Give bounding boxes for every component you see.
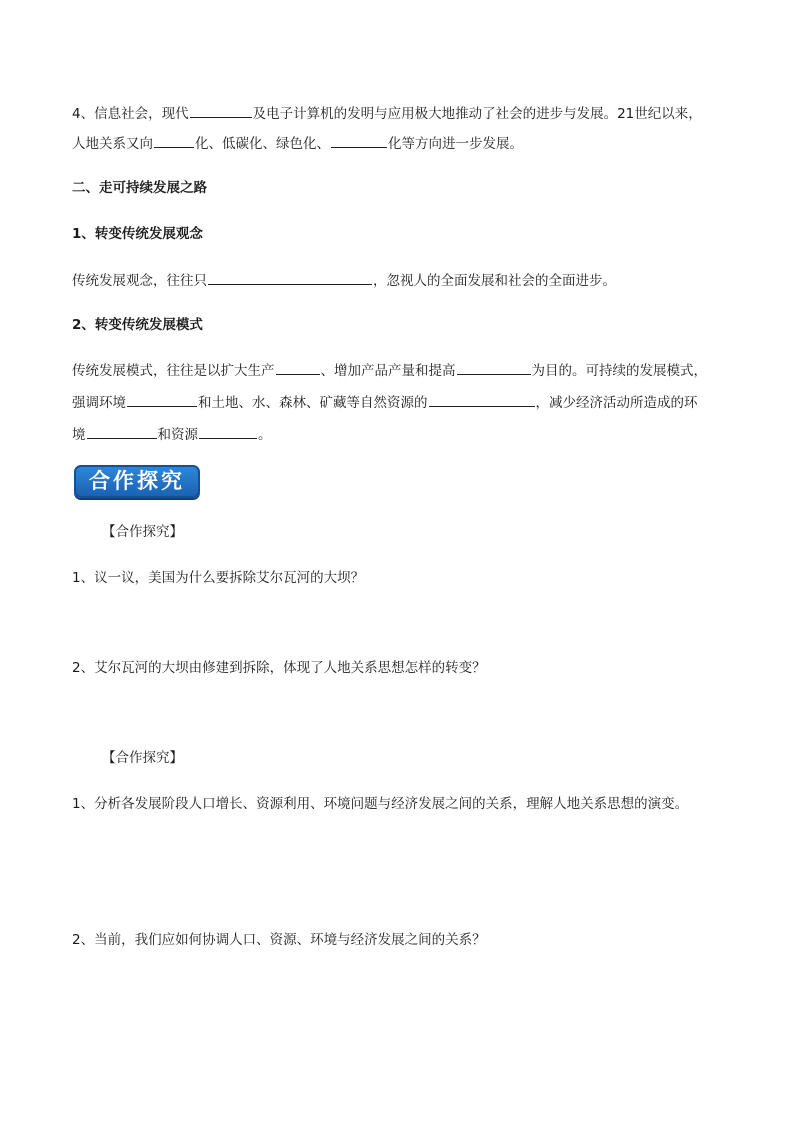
- fill-blank[interactable]: [87, 424, 157, 439]
- q4-text: 4、信息社会，现代: [72, 106, 189, 122]
- fill-blank[interactable]: [154, 133, 194, 148]
- concept-line: [72, 270, 616, 291]
- fill-blank[interactable]: [457, 360, 531, 375]
- fill-blank[interactable]: [429, 392, 535, 407]
- q4-text: 化等方向进一步发展。: [388, 136, 523, 152]
- mode-text: 境: [72, 427, 86, 443]
- subsection-heading: 1、转变传统发展观念: [72, 226, 203, 242]
- question-item: 2、当前，我们应如何协调人口、资源、环境与经济发展之间的关系？: [72, 932, 486, 948]
- question-item: 2、艾尔瓦河的大坝由修建到拆除，体现了人地关系思想怎样的转变？: [72, 660, 486, 676]
- question-item: 1、议一议，美国为什么要拆除艾尔瓦河的大坝？: [72, 570, 365, 586]
- mode-line-2: [72, 392, 698, 413]
- mode-text: 和资源: [157, 427, 198, 443]
- cooperation-label: 【合作探究】: [102, 750, 183, 766]
- q4-text: 及电子计算机的发明与应用极大地推动了社会的进步与发展。21世纪以来，: [252, 106, 702, 122]
- q4-text: 化、低碳化、绿色化、: [195, 136, 330, 152]
- cooperation-label: 【合作探究】: [102, 524, 183, 540]
- fill-blank[interactable]: [199, 424, 257, 439]
- q4-line-1: [72, 103, 702, 124]
- cooperation-badge: 合作探究: [74, 465, 200, 498]
- mode-line-3: [72, 424, 272, 445]
- mode-text: ，减少经济活动所造成的环: [535, 395, 698, 411]
- subsection-heading: 2、转变传统发展模式: [72, 317, 203, 333]
- fill-blank[interactable]: [190, 103, 252, 118]
- concept-text: 传统发展观念，往往只: [72, 273, 207, 289]
- mode-text: 为目的。可持续的发展模式，: [531, 363, 707, 379]
- fill-blank[interactable]: [276, 360, 320, 375]
- fill-blank[interactable]: [127, 392, 197, 407]
- mode-text: 。: [258, 427, 272, 443]
- q4-text: 人地关系又向: [72, 136, 153, 152]
- mode-text: 强调环境: [72, 395, 126, 411]
- fill-blank[interactable]: [208, 270, 372, 285]
- question-item: 1、分析各发展阶段人口增长、资源利用、环境问题与经济发展之间的关系，理解人地关系思想的演变。: [72, 796, 689, 812]
- q4-line-2: [72, 133, 523, 154]
- mode-text: 、增加产品产量和提高: [320, 363, 456, 379]
- mode-line-1: [72, 360, 707, 381]
- fill-blank[interactable]: [331, 133, 387, 148]
- concept-text: ，忽视人的全面发展和社会的全面进步。: [373, 273, 616, 289]
- mode-text: 传统发展模式，往往是以扩大生产: [72, 363, 275, 379]
- mode-text: 和土地、水、森林、矿藏等自然资源的: [198, 395, 428, 411]
- section-heading: 二、走可持续发展之路: [72, 180, 207, 196]
